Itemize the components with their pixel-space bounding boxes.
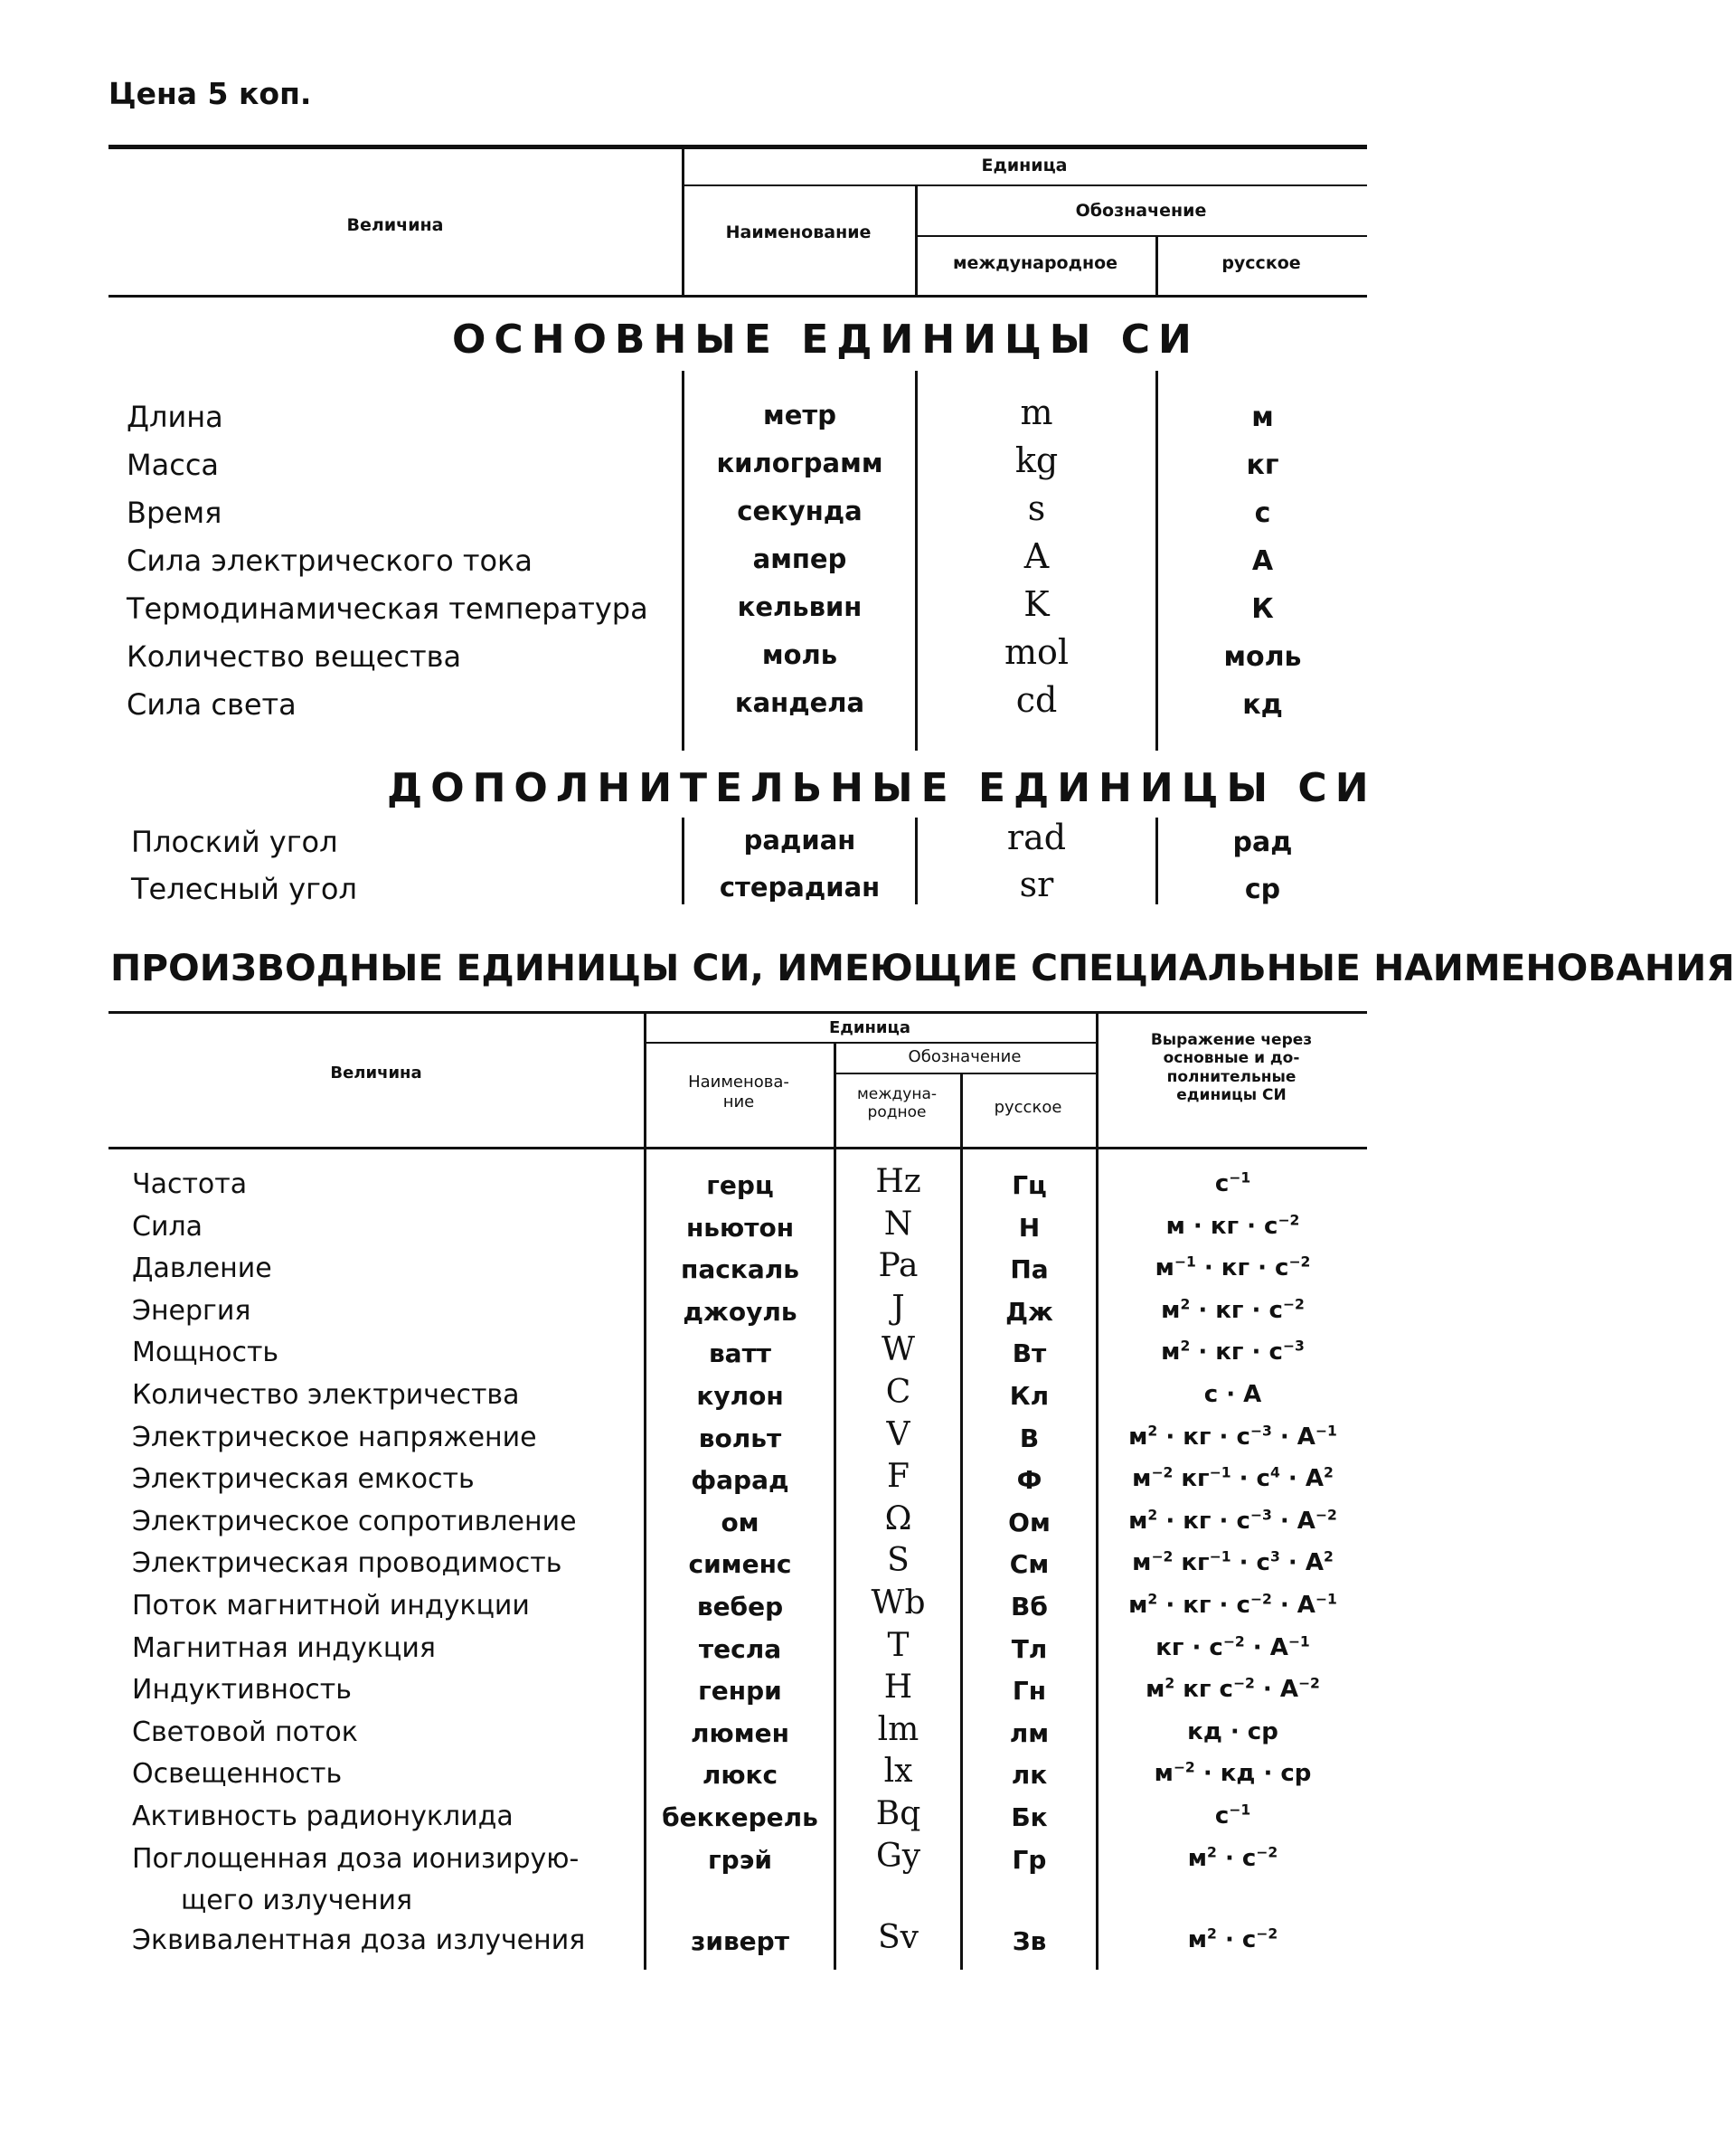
- derived-row-quantity: Электрическое напряжение: [132, 1421, 537, 1453]
- table2-designation-rule: [834, 1073, 1096, 1074]
- derived-row-expression: $м^{-1}$ · кг · $с^{-2}$: [1155, 1253, 1311, 1282]
- table1-top-rule: [108, 145, 1367, 149]
- derived-row-quantity: Количество электричества: [132, 1379, 520, 1411]
- derived-row-russian: Кл: [1009, 1381, 1050, 1411]
- header2-designation: Обозначение: [908, 1047, 1022, 1066]
- header1-russian: русское: [1221, 253, 1301, 273]
- basic-row-name: кельвин: [737, 591, 863, 622]
- derived-row-quantity: Давление: [132, 1253, 272, 1285]
- header2-quantity: Величина: [330, 1064, 422, 1083]
- derived-row-russian: Бк: [1011, 1802, 1048, 1832]
- derived-row-international: F: [887, 1458, 910, 1496]
- derived-row-russian: Н: [1018, 1212, 1041, 1243]
- header1-unit: Единица: [981, 156, 1068, 175]
- derived-row-russian: лк: [1011, 1760, 1048, 1791]
- header2-international: [834, 1085, 960, 1122]
- header1-name: Наименование: [725, 222, 872, 242]
- derived-row-name: зиверт: [691, 1926, 789, 1957]
- derived-row-international: Ω: [884, 1499, 912, 1537]
- derived-row-international: Wb: [871, 1584, 926, 1622]
- derived-row-expression: $м^{-2}$ · кд · ср: [1154, 1759, 1312, 1788]
- derived-row-international: Sv: [878, 1919, 919, 1957]
- basic-row-russian: кг: [1246, 449, 1279, 481]
- derived-row-expression: $м^{-2}$ $кг^{-1} \cdot с^4 \cdot А^2$: [1132, 1464, 1334, 1493]
- basic-row-russian: А: [1251, 545, 1274, 577]
- derived-row-expression: $м^{-2}$ $кг^{-1} \cdot с^3 \cdot А^2$: [1132, 1548, 1334, 1577]
- header1-quantity: Величина: [346, 215, 444, 235]
- basic-row-name: моль: [761, 639, 838, 670]
- basic-row-quantity: Термодинамическая температура: [127, 591, 648, 626]
- derived-row-international: V: [886, 1415, 910, 1453]
- header2-expr-line1: Выражение через: [1150, 1031, 1313, 1049]
- derived-row-expression: $м^2$ · кг · $с^{-3} \cdot А^{-1}$: [1128, 1422, 1337, 1451]
- derived-row-quantity: Индуктивность: [132, 1674, 352, 1707]
- derived-row-international: H: [883, 1669, 913, 1707]
- derived-row-russian: Дж: [1005, 1296, 1053, 1327]
- derived-row-expression: м · кг · $с^{-2}$: [1165, 1211, 1300, 1240]
- derived-row-name: фарад: [691, 1465, 789, 1496]
- supp-row-name: стерадиан: [719, 872, 881, 903]
- basic-row-russian: К: [1251, 593, 1274, 625]
- basic-row-quantity: Сила электрического тока: [127, 544, 533, 578]
- derived-row-name: грэй: [708, 1844, 772, 1875]
- derived-row-expression: $м^2 \cdot с^{-2}$: [1187, 1925, 1278, 1954]
- basic-row-quantity: Масса: [127, 448, 220, 482]
- header2-name: [644, 1073, 834, 1111]
- header1-designation: Обозначение: [1075, 201, 1207, 221]
- header2-expr-line2: основные и до-: [1163, 1049, 1300, 1068]
- derived-row-name: вольт: [698, 1423, 782, 1453]
- derived-row-quantity: Световой поток: [132, 1716, 358, 1748]
- table1-unit-rule: [682, 184, 1367, 186]
- basic-row-russian: кд: [1242, 689, 1283, 721]
- table2-top-rule: [108, 1011, 1367, 1014]
- supp-row-quantity: Телесный угол: [131, 872, 357, 906]
- derived-row-name: кулон: [696, 1381, 784, 1411]
- basic-row-quantity: Количество вещества: [127, 639, 462, 674]
- derived-row-expression: $м^2$ · кг · $с^{-3} \cdot А^{-2}$: [1128, 1507, 1337, 1535]
- derived-row-expression: кд · ср: [1187, 1717, 1278, 1745]
- derived-row-international: lx: [883, 1753, 913, 1791]
- table1-designation-rule: [915, 235, 1367, 237]
- basic-row-russian: моль: [1223, 641, 1302, 673]
- derived-row-quantity: Энергия: [132, 1294, 251, 1327]
- derived-row-international: C: [885, 1374, 911, 1411]
- derived-row-expression: $м^2$ кг $с^{-2} \cdot А^{-2}$: [1146, 1675, 1320, 1704]
- header2-russian: русское: [994, 1098, 1062, 1117]
- derived-row-name: беккерель: [662, 1802, 818, 1832]
- basic-row-international: cd: [1015, 680, 1058, 720]
- derived-row-international: T: [887, 1626, 910, 1664]
- derived-row-quantity: Частота: [132, 1168, 248, 1200]
- derived-row-expression: $с^{-1}$: [1214, 1169, 1251, 1197]
- basic-row-international: m: [1020, 392, 1053, 432]
- derived-row-russian: Гц: [1012, 1170, 1047, 1200]
- derived-row-russian: Вт: [1012, 1338, 1047, 1369]
- table2-header-bottom-rule: [108, 1147, 1367, 1149]
- derived-row-international: S: [887, 1542, 910, 1580]
- derived-row-expression: кг · $с^{-2} \cdot А^{-1}$: [1155, 1632, 1310, 1661]
- derived-row-name: герц: [706, 1170, 774, 1200]
- derived-row-international: W: [881, 1331, 915, 1369]
- basic-row-russian: с: [1254, 497, 1271, 529]
- basic-row-international: mol: [1004, 632, 1070, 672]
- derived-row-quantity: Поток магнитной индукции: [132, 1590, 530, 1622]
- supp-row-russian: ср: [1244, 874, 1281, 905]
- derived-row-quantity: Поглощенная доза ионизирую-: [132, 1842, 580, 1875]
- derived-row-name: тесла: [698, 1633, 782, 1664]
- derived-row-international: J: [891, 1289, 905, 1327]
- derived-row-quantity-cont: щего излучения: [181, 1884, 413, 1916]
- derived-row-russian: См: [1009, 1549, 1050, 1580]
- header1-international: международное: [952, 253, 1118, 273]
- derived-row-name: джоуль: [683, 1296, 797, 1327]
- derived-row-expression: $м^2$ · кг · $с^{-3}$: [1161, 1338, 1305, 1366]
- derived-row-russian: Зв: [1012, 1926, 1047, 1957]
- derived-row-name: генри: [698, 1676, 782, 1707]
- supp-row-quantity: Плоский угол: [131, 825, 338, 859]
- derived-row-quantity: Электрическая емкость: [132, 1463, 475, 1496]
- basic-row-name: килограмм: [716, 448, 883, 478]
- derived-row-russian: В: [1019, 1423, 1040, 1453]
- derived-row-quantity: Мощность: [132, 1337, 279, 1369]
- derived-row-russian: Па: [1010, 1254, 1049, 1285]
- basic-row-international: K: [1023, 584, 1050, 624]
- header2-expr-line4: единицы СИ: [1176, 1086, 1287, 1105]
- derived-row-russian: Гр: [1012, 1844, 1047, 1875]
- supp-row-international: rad: [1006, 818, 1067, 857]
- derived-row-expression: $с^{-1}$: [1214, 1801, 1251, 1830]
- derived-row-expression: $м^2$ · кг · $с^{-2}$: [1161, 1296, 1305, 1324]
- header2-intl-line2: родное: [867, 1103, 927, 1122]
- derived-row-name: люкс: [702, 1760, 778, 1791]
- table2-unit-rule: [644, 1042, 1096, 1044]
- derived-row-expression: $м^2$ · кг · $с^{-2} \cdot А^{-1}$: [1128, 1591, 1337, 1619]
- derived-row-russian: Вб: [1011, 1592, 1048, 1622]
- header2-name-line2: ние: [722, 1092, 755, 1111]
- derived-row-quantity: Активность радионуклида: [132, 1801, 514, 1832]
- derived-row-international: Bq: [875, 1795, 921, 1832]
- derived-row-international: N: [883, 1205, 913, 1243]
- price-label: Цена 5 коп.: [108, 76, 312, 111]
- header2-unit: Единица: [829, 1018, 910, 1037]
- header2-name-line1: Наименова-: [688, 1073, 789, 1092]
- supp-row-international: sr: [1019, 865, 1054, 904]
- supp-row-name: радиан: [743, 825, 856, 856]
- derived-row-russian: Ом: [1008, 1507, 1051, 1537]
- derived-row-expression: с · А: [1203, 1381, 1262, 1408]
- derived-row-name: паскаль: [681, 1254, 799, 1285]
- derived-row-name: ом: [721, 1507, 759, 1537]
- derived-row-expression: $м^2 \cdot с^{-2}$: [1187, 1843, 1278, 1872]
- section-title-basic-units: ОСНОВНЫЕ ЕДИНИЦЫ СИ: [452, 317, 1200, 363]
- basic-row-quantity: Время: [127, 496, 222, 530]
- derived-row-international: Hz: [875, 1163, 921, 1200]
- derived-row-russian: Тл: [1011, 1633, 1048, 1664]
- derived-row-russian: лм: [1009, 1717, 1050, 1748]
- basic-row-name: ампер: [752, 544, 847, 574]
- derived-row-name: сименс: [688, 1549, 792, 1580]
- basic-row-name: секунда: [737, 496, 863, 526]
- header2-expr-line3: полнительные: [1166, 1067, 1297, 1086]
- basic-row-name: кандела: [734, 687, 865, 718]
- basic-row-russian: м: [1251, 402, 1274, 433]
- derived-row-international: Gy: [875, 1837, 921, 1875]
- basic-row-international: kg: [1014, 440, 1059, 480]
- section-title-derived-units: ПРОИЗВОДНЫЕ ЕДИНИЦЫ СИ, ИМЕЮЩИЕ СПЕЦИАЛЬНЫЕ НАИМЕНОВАНИЯ: [110, 948, 1735, 989]
- header2-intl-line1: междуна-: [856, 1085, 938, 1103]
- header2-expression: [1096, 1031, 1367, 1105]
- derived-row-quantity: Электрическая проводимость: [132, 1547, 562, 1580]
- derived-row-quantity: Освещенность: [132, 1758, 343, 1791]
- derived-row-international: lm: [877, 1710, 919, 1748]
- basic-row-quantity: Сила света: [127, 687, 297, 722]
- derived-row-name: вебер: [696, 1592, 784, 1622]
- derived-row-russian: Ф: [1016, 1465, 1042, 1496]
- derived-row-quantity: Сила: [132, 1210, 203, 1243]
- section-title-supplementary-units: ДОПОЛНИТЕЛЬНЫЕ ЕДИНИЦЫ СИ: [387, 765, 1377, 811]
- basic-row-name: метр: [763, 400, 836, 430]
- derived-row-name: ньютон: [685, 1212, 795, 1243]
- basic-row-quantity: Длина: [127, 400, 223, 434]
- basic-row-international: s: [1027, 488, 1046, 528]
- table1-header-bottom-rule: [108, 295, 1367, 298]
- derived-row-quantity: Магнитная индукция: [132, 1631, 436, 1664]
- derived-row-russian: Гн: [1012, 1676, 1047, 1707]
- derived-row-international: Pa: [878, 1247, 919, 1285]
- derived-row-name: ватт: [708, 1338, 772, 1369]
- supp-row-russian: рад: [1232, 827, 1293, 858]
- derived-row-quantity: Эквивалентная доза излучения: [132, 1924, 586, 1957]
- basic-row-international: A: [1023, 536, 1050, 576]
- derived-row-quantity: Электрическое сопротивление: [132, 1505, 577, 1537]
- derived-row-name: люмен: [691, 1717, 789, 1748]
